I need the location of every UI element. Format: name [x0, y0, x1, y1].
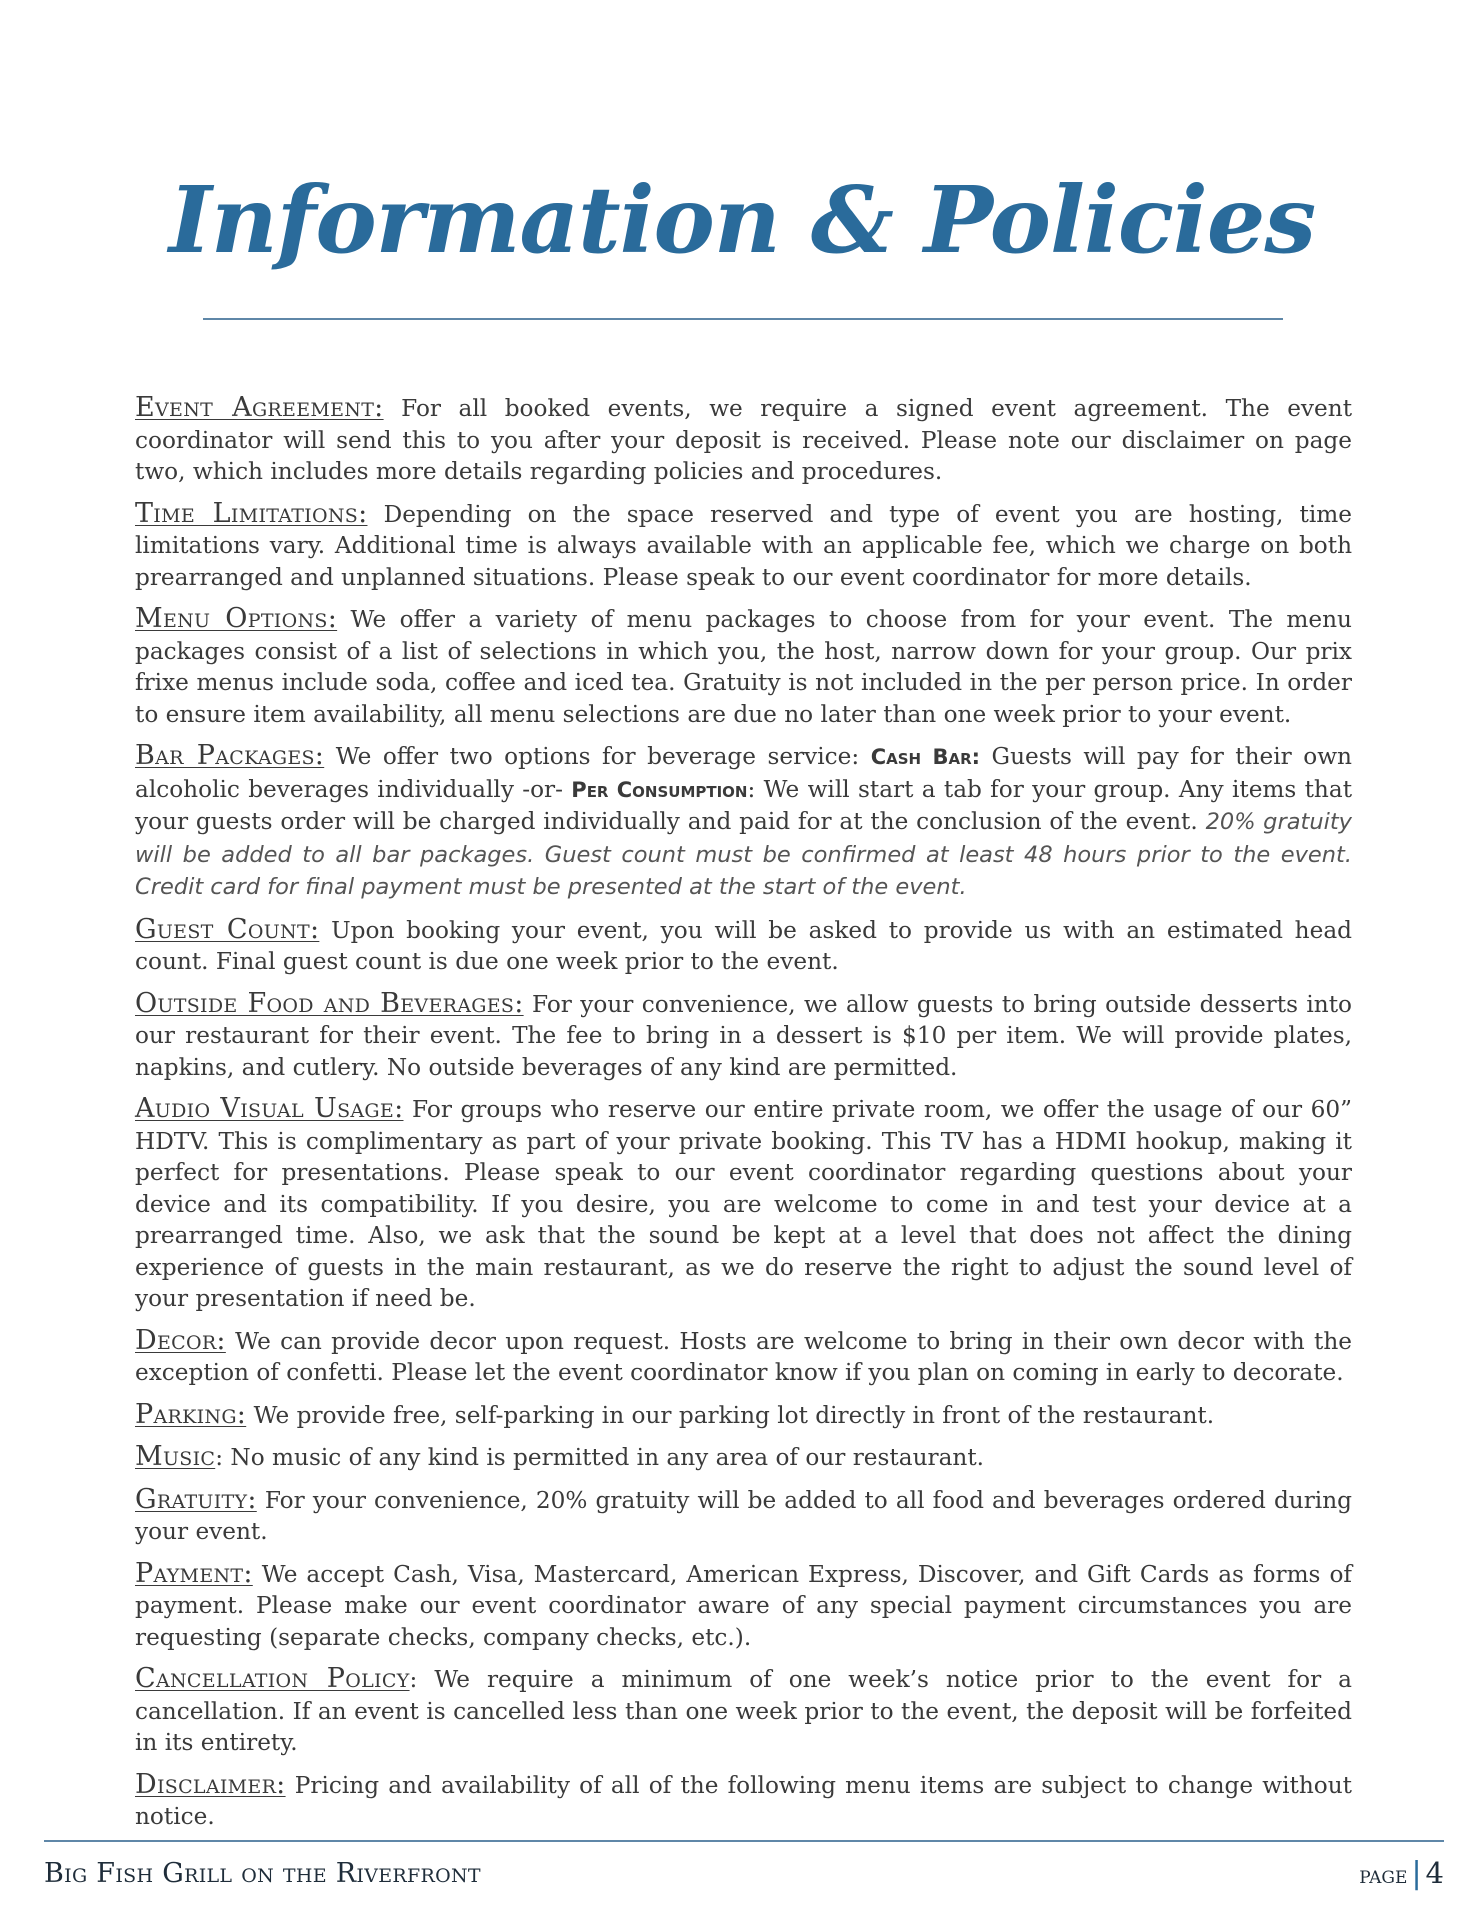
section-music: [135, 1441, 1352, 1474]
section-body: Depending on the space reserved and type of event you are hosting, time limitations vary. Additional time is always available with an applicable fee, which we charge on both prearranged and unplanned situations. Please speak to our event coordinator for more details.: [135, 500, 1352, 591]
section-body: For your convenience, 20% gratuity will be added to all food and beverages ordered during your event.: [135, 1486, 1352, 1545]
section-body: For your convenience, we allow guests to bring outside desserts into our restaurant for their event. The fee to bring in a dessert is $10 per item. We will provide plates, napkins, and cutlery. No outside beverages of any kind are permitted.: [135, 990, 1353, 1081]
section-body: We offer a variety of menu packages to choose from for your event. The menu packages consist of a list of selections in which you, the host, narrow down for your group. Our prix frixe menus include soda, coffee and iced tea. Gratuity is not included in the per person price. In order to ensure item availability, all menu selections are due no later than one week prior to your event.: [135, 606, 1352, 728]
section-heading: Menu Options:: [135, 603, 338, 634]
section-body: : We require a minimum of one week’s notice prior to the event for a cancellation. If an event is cancelled less than one week prior to the event, the deposit will be forfeited in its entirety.: [135, 1666, 1352, 1756]
section-menu-options: [135, 603, 1352, 730]
section-heading: Event Agreement:: [135, 392, 384, 423]
section-outside-food: [135, 988, 1352, 1084]
page-title: Information & Policies: [168, 166, 1316, 274]
section-body: : No music of any kind is permitted in any area of our restaurant.: [215, 1444, 985, 1471]
section-body: For groups who reserve our entire private room, we offer the usage of our 60” HDTV. This is complimentary as part of your private booking. This TV has a HDMI hookup, making it perfect for presentations. Please speak to our event coordinator regarding questions about your device and its compatibility. If you desire, you are welcome to come in and test your device at a prearranged time. Also, we ask that the sound be kept at a level that does not affect the dining experience of guests in the main restaurant, as we do reserve the right to adjust the sound level of your presentation if need be.: [135, 1096, 1352, 1312]
section-heading: Outside Food and Beverages:: [135, 987, 524, 1019]
section-payment: [135, 1558, 1352, 1654]
section-heading: Disclaimer:: [135, 1768, 286, 1800]
title-divider: [203, 318, 1283, 320]
per-consumption-label: Per Consumption: [571, 777, 748, 802]
section-intro: We offer two options for beverage service:: [324, 743, 871, 770]
section-heading: Cancellation Policy: [135, 1663, 410, 1694]
section-audio-visual: [135, 1093, 1352, 1315]
footer-divider: [44, 1840, 1444, 1842]
section-heading: Guest Count:: [135, 913, 320, 945]
cash-bar-label: Cash Bar:: [870, 745, 981, 769]
section-disclaimer: [135, 1769, 1352, 1833]
footer-page-indicator: [1359, 1856, 1444, 1891]
page-number: 4: [1425, 1856, 1444, 1890]
section-cancellation-policy: [135, 1663, 1352, 1759]
section-heading: Bar Packages:: [135, 740, 325, 771]
section-body: We can provide decor upon request. Hosts are welcome to bring in their own decor with the exception of confetti. Please let the event coordinator know if you plan on coming in early to decorate.: [135, 1327, 1352, 1386]
section-heading: Audio Visual Usage:: [135, 1093, 404, 1124]
section-heading: Parking:: [135, 1398, 247, 1430]
section-heading: Gratuity:: [135, 1483, 257, 1515]
footer-restaurant-name: Big Fish Grill on the Riverfront: [44, 1858, 481, 1889]
policies-content: [135, 392, 1352, 1843]
page-separator: |: [1411, 1856, 1422, 1891]
section-body: Upon booking your event, you will be asked to provide us with an estimated head count. Final guest count is due one week prior to the event.: [135, 916, 1352, 975]
section-body: For all booked events, we require a signed event agreement. The event coordinator will send this to you after your deposit is received. Please note our disclaimer on page two, which includes more details regarding policies and procedures.: [135, 395, 1353, 485]
section-time-limitations: [135, 498, 1352, 594]
section-parking: [135, 1399, 1352, 1432]
bar-gratuity-note: 20% gratuity will be added to all bar packages. Guest count must be confirmed at least 48 hours prior to the event. Credit card for final payment must be presented at the start of the event.: [135, 809, 1352, 900]
section-heading: Music: [135, 1441, 216, 1472]
section-gratuity: [135, 1484, 1352, 1548]
per-consumption-text: : We will start a tab for your group. Any items that your guests order will be charged individually and paid for at the conclusion of the event.: [135, 775, 1353, 835]
section-bar-packages: [135, 740, 1352, 904]
page-label: page: [1359, 1861, 1408, 1889]
section-heading: Time Limitations:: [135, 497, 368, 529]
section-body: We provide free, self-parking in our parking lot directly in front of the restaurant.: [246, 1401, 1215, 1429]
section-event-agreement: [135, 392, 1352, 488]
section-body: We accept Cash, Visa, Mastercard, American Express, Discover, and Gift Cards as forms of payment. Please make our event coordinator aware of any special payment circumstances you are requesting (separate checks, company checks, etc.).: [135, 1560, 1352, 1651]
section-decor: [135, 1325, 1352, 1389]
section-guest-count: [135, 914, 1352, 978]
cash-bar-text: Guests will pay for their own alcoholic beverages individually -or-: [135, 743, 1352, 803]
section-body: Pricing and availability of all of the following menu items are subject to change without notice.: [135, 1771, 1352, 1830]
section-heading: Payment:: [135, 1557, 253, 1589]
section-heading: Decor:: [135, 1324, 226, 1356]
